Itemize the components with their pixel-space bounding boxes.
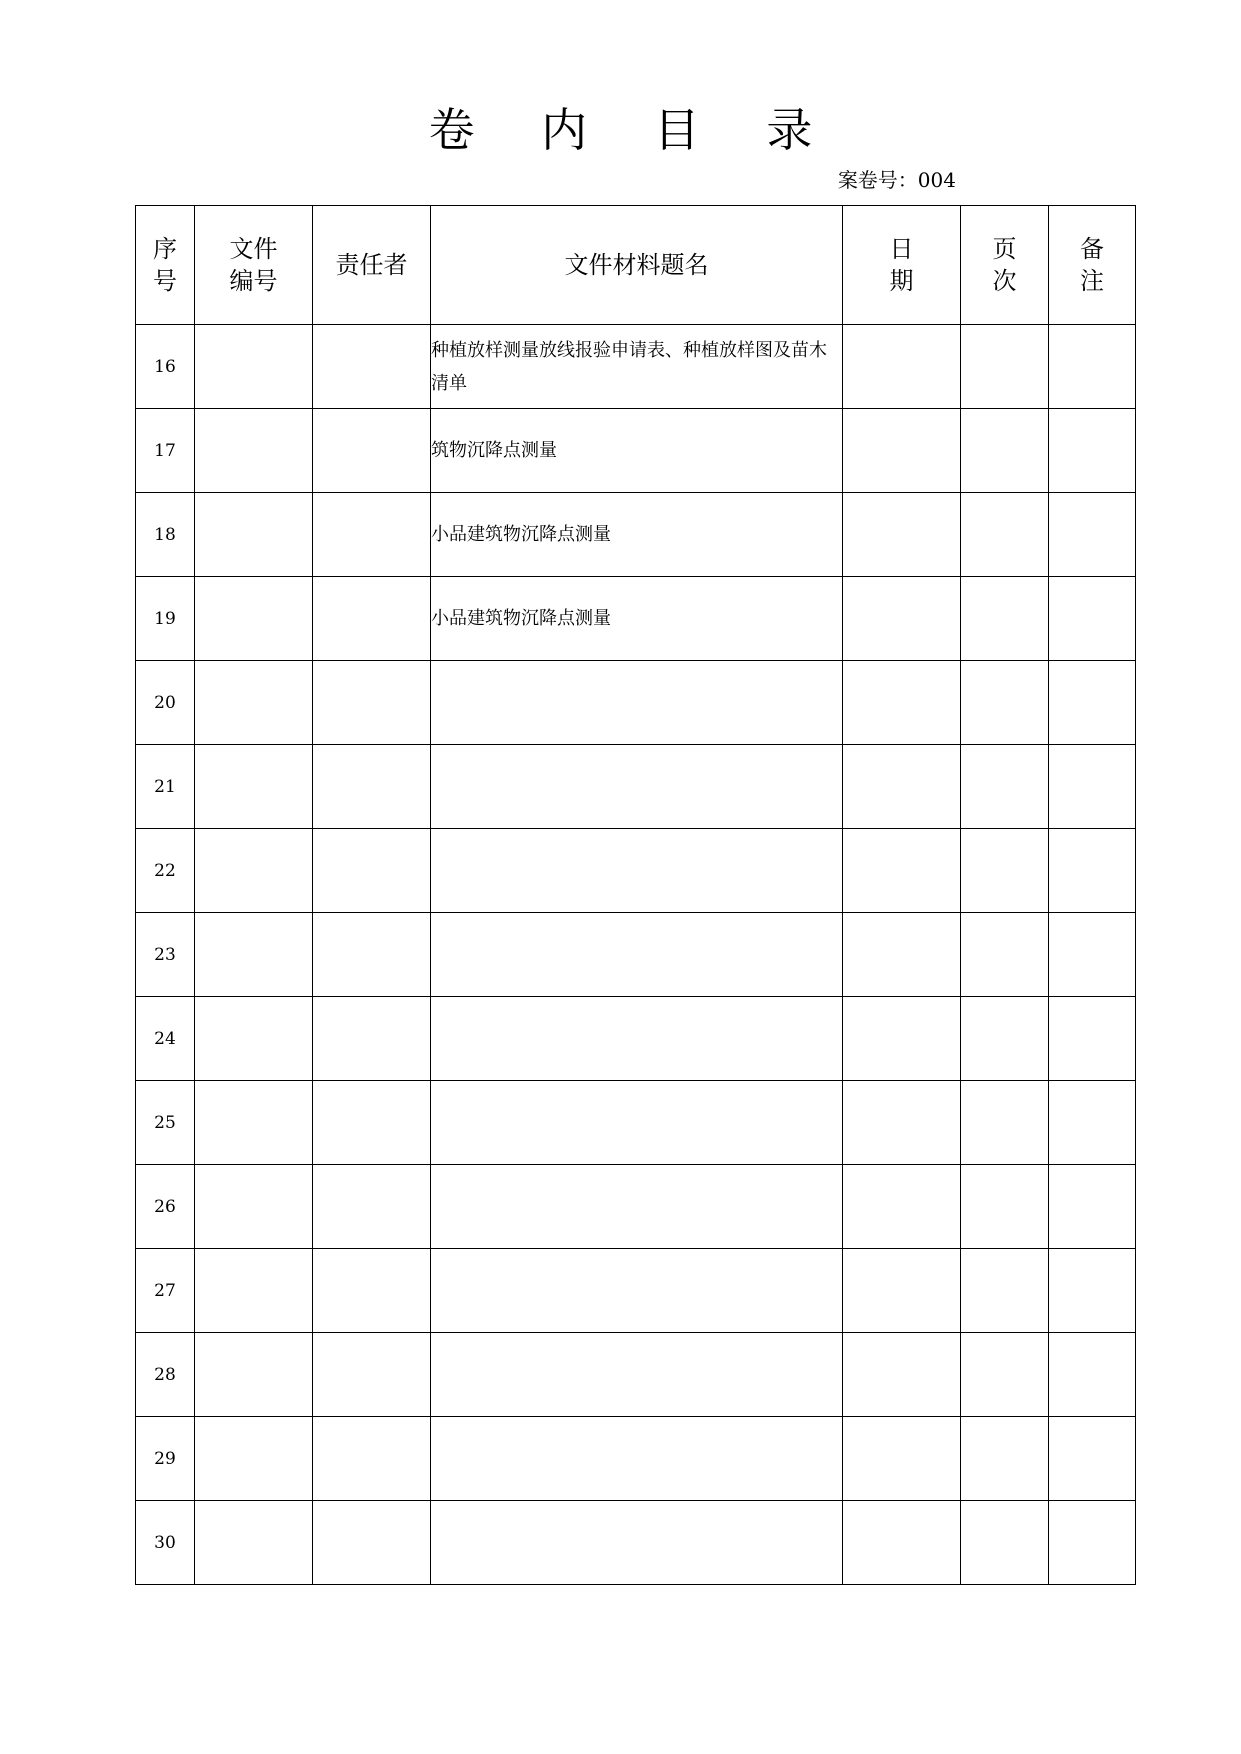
header-seq	[136, 206, 195, 325]
table-row	[136, 1501, 1136, 1585]
cell-doc-title: 小品建筑物沉降点测量	[431, 577, 843, 661]
cell-remarks	[1049, 325, 1136, 409]
cell-pages	[961, 1081, 1049, 1165]
header-doc-title	[431, 206, 843, 325]
cell-pages	[961, 1333, 1049, 1417]
cell-remarks	[1049, 1249, 1136, 1333]
cell-remarks	[1049, 577, 1136, 661]
cell-doc-title	[431, 1081, 843, 1165]
cell-remarks	[1049, 409, 1136, 493]
cell-responsible	[313, 661, 431, 745]
table-row	[136, 997, 1136, 1081]
cell-doc-no	[195, 325, 313, 409]
cell-doc-title: 小品建筑物沉降点测量	[431, 493, 843, 577]
header-seq-line-1: 序	[153, 235, 177, 263]
cell-remarks	[1049, 745, 1136, 829]
cell-doc-title	[431, 997, 843, 1081]
cell-doc-no	[195, 577, 313, 661]
cell-responsible	[313, 493, 431, 577]
cell-doc-no	[195, 913, 313, 997]
cell-pages	[961, 1249, 1049, 1333]
header-responsible-line-1: 责任者	[335, 251, 408, 279]
cell-date	[843, 1333, 961, 1417]
header-doc-no	[195, 206, 313, 325]
cell-date	[843, 577, 961, 661]
cell-responsible	[313, 997, 431, 1081]
cell-seq: 20	[136, 661, 195, 745]
cell-remarks	[1049, 1333, 1136, 1417]
table-row	[136, 493, 1136, 577]
cell-doc-title	[431, 1417, 843, 1501]
page-title: 卷 内 目 录	[428, 103, 839, 157]
cell-doc-no	[195, 1081, 313, 1165]
cell-doc-title	[431, 1501, 843, 1585]
table-row	[136, 409, 1136, 493]
cell-responsible	[313, 1165, 431, 1249]
cell-responsible	[313, 1081, 431, 1165]
cell-doc-no	[195, 661, 313, 745]
cell-doc-title	[431, 829, 843, 913]
cell-seq: 25	[136, 1081, 195, 1165]
header-doc-no-line-1: 文件	[229, 235, 278, 263]
cell-remarks	[1049, 493, 1136, 577]
cell-doc-title	[431, 913, 843, 997]
cell-remarks	[1049, 1081, 1136, 1165]
cell-doc-no	[195, 829, 313, 913]
cell-responsible	[313, 577, 431, 661]
header-date	[843, 206, 961, 325]
table-row	[136, 1249, 1136, 1333]
header-seq-line-2: 号	[153, 267, 177, 295]
cell-responsible	[313, 1417, 431, 1501]
cell-seq: 26	[136, 1165, 195, 1249]
header-remarks-line-1: 备	[1080, 235, 1104, 263]
cell-doc-no	[195, 1333, 313, 1417]
cell-seq: 30	[136, 1501, 195, 1585]
cell-remarks	[1049, 1417, 1136, 1501]
cell-doc-title	[431, 745, 843, 829]
cell-pages	[961, 1417, 1049, 1501]
cell-doc-no	[195, 1417, 313, 1501]
table-row	[136, 325, 1136, 409]
cell-date	[843, 1165, 961, 1249]
cell-remarks	[1049, 829, 1136, 913]
cell-seq: 21	[136, 745, 195, 829]
cell-seq: 17	[136, 409, 195, 493]
header-remarks	[1049, 206, 1136, 325]
cell-date	[843, 1081, 961, 1165]
cell-doc-title	[431, 1333, 843, 1417]
cell-seq: 27	[136, 1249, 195, 1333]
cell-date	[843, 661, 961, 745]
cell-responsible	[313, 1501, 431, 1585]
cell-seq: 28	[136, 1333, 195, 1417]
cell-doc-no	[195, 409, 313, 493]
cell-pages	[961, 409, 1049, 493]
cell-seq: 23	[136, 913, 195, 997]
cell-pages	[961, 577, 1049, 661]
cell-seq: 24	[136, 997, 195, 1081]
table-row	[136, 1333, 1136, 1417]
cell-pages	[961, 829, 1049, 913]
cell-remarks	[1049, 661, 1136, 745]
header-pages-line-2: 次	[992, 267, 1017, 295]
cell-remarks	[1049, 1501, 1136, 1585]
cell-doc-title: 筑物沉降点测量	[431, 409, 843, 493]
cell-responsible	[313, 325, 431, 409]
header-doc-title-line-1: 文件材料题名	[564, 251, 709, 279]
cell-pages	[961, 1501, 1049, 1585]
table-row	[136, 829, 1136, 913]
cell-responsible	[313, 913, 431, 997]
cell-seq: 22	[136, 829, 195, 913]
cell-doc-no	[195, 1501, 313, 1585]
cell-date	[843, 493, 961, 577]
cell-seq: 19	[136, 577, 195, 661]
table-row	[136, 745, 1136, 829]
table-row	[136, 577, 1136, 661]
cell-doc-title	[431, 1165, 843, 1249]
cell-date	[843, 745, 961, 829]
file-number: 案卷号：004	[837, 168, 956, 192]
cell-date	[843, 325, 961, 409]
table-row	[136, 913, 1136, 997]
cell-date	[843, 409, 961, 493]
catalog-body	[136, 325, 1136, 1585]
cell-date	[843, 1417, 961, 1501]
header-pages-line-1: 页	[992, 235, 1017, 263]
cell-remarks	[1049, 1165, 1136, 1249]
cell-date	[843, 829, 961, 913]
cell-date	[843, 997, 961, 1081]
cell-pages	[961, 913, 1049, 997]
cell-responsible	[313, 829, 431, 913]
cell-doc-title: 种植放样测量放线报验申请表、种植放样图及苗木清单	[431, 325, 843, 409]
cell-date	[843, 913, 961, 997]
header-row	[136, 206, 1136, 325]
cell-remarks	[1049, 913, 1136, 997]
cell-seq: 18	[136, 493, 195, 577]
cell-responsible	[313, 745, 431, 829]
cell-date	[843, 1501, 961, 1585]
cell-remarks	[1049, 997, 1136, 1081]
cell-doc-no	[195, 997, 313, 1081]
cell-pages	[961, 661, 1049, 745]
header-remarks-line-2: 注	[1080, 267, 1104, 295]
table-row	[136, 1081, 1136, 1165]
header-date-line-2: 期	[889, 267, 914, 295]
cell-pages	[961, 1165, 1049, 1249]
cell-seq: 16	[136, 325, 195, 409]
cell-doc-no	[195, 493, 313, 577]
catalog-table	[135, 205, 1136, 1585]
table-row	[136, 1165, 1136, 1249]
cell-doc-title	[431, 1249, 843, 1333]
cell-doc-no	[195, 1249, 313, 1333]
table-row	[136, 1417, 1136, 1501]
cell-date	[843, 1249, 961, 1333]
cell-pages	[961, 493, 1049, 577]
cell-doc-no	[195, 1165, 313, 1249]
cell-responsible	[313, 1333, 431, 1417]
cell-seq: 29	[136, 1417, 195, 1501]
cell-doc-no	[195, 745, 313, 829]
cell-pages	[961, 745, 1049, 829]
cell-pages	[961, 997, 1049, 1081]
header-doc-no-line-2: 编号	[229, 267, 278, 295]
cell-responsible	[313, 1249, 431, 1333]
header-date-line-1: 日	[889, 235, 914, 263]
cell-responsible	[313, 409, 431, 493]
table-row	[136, 661, 1136, 745]
cell-pages	[961, 325, 1049, 409]
cell-doc-title	[431, 661, 843, 745]
header-pages	[961, 206, 1049, 325]
header-responsible	[313, 206, 431, 325]
